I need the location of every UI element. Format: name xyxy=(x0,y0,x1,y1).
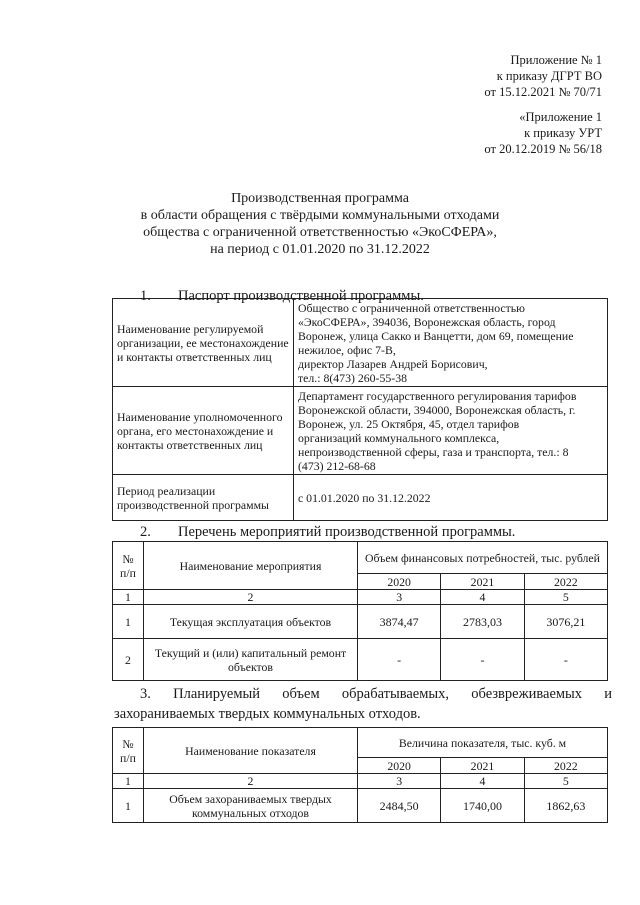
title-line-4: на период с 01.01.2020 по 31.12.2022 xyxy=(210,242,430,257)
section-3-word: обезвреживаемых xyxy=(471,686,583,702)
value-line: директор Лазарев Андрей Борисович, xyxy=(298,356,488,371)
title-line-3: общества с ограниченной ответственностью «ЭкоСФЕРА», xyxy=(143,225,497,240)
passport-value xyxy=(294,299,608,387)
row-value-2020: 3874,47 xyxy=(358,605,441,639)
row-value-2021: 1740,00 xyxy=(441,789,524,823)
appendix-2-line-3: от 20.12.2019 № 56/18 xyxy=(484,142,602,156)
section-3-word: Планируемый xyxy=(173,686,261,702)
value-line: организаций коммунального комплекса, xyxy=(298,430,500,445)
table-header-row xyxy=(113,728,608,758)
appendix-1-line-2: к приказу ДГРТ ВО xyxy=(496,69,602,83)
section-3-heading-continued: захораниваемых твердых коммунальных отходов. xyxy=(114,706,421,722)
row-value-2022: 1862,63 xyxy=(524,789,607,823)
passport-row-authority xyxy=(113,387,608,475)
passport-value xyxy=(294,387,608,475)
column-header-year: 2022 xyxy=(524,758,607,774)
column-header-year: 2021 xyxy=(441,574,524,590)
value-line: (473) 212-68-68 xyxy=(298,458,376,473)
section-3-word: и xyxy=(604,686,613,702)
passport-label: Период реализации производственной программы xyxy=(113,475,294,521)
table-row xyxy=(113,639,608,681)
row-value-2020: 2484,50 xyxy=(358,789,441,823)
passport-value xyxy=(294,475,608,521)
passport-label: Наименование уполномоченного органа, его местонахождение и контакты ответственных лиц xyxy=(113,387,294,475)
document-title xyxy=(0,190,640,258)
section-2-title: Перечень мероприятий производственной программы. xyxy=(178,524,516,540)
section-3-number: 3. xyxy=(140,686,151,702)
row-value-2020: - xyxy=(358,639,441,681)
row-value-2021: 2783,03 xyxy=(441,605,524,639)
passport-label: Наименование регулируемой организации, ее местонахождение и контакты ответственных лиц xyxy=(113,299,294,387)
value-line: Воронежской области, 394000, Воронежская область, г. xyxy=(298,402,576,417)
row-name: Текущая эксплуатация объектов xyxy=(144,605,358,639)
section-3-heading xyxy=(140,686,612,703)
column-header-num: № п/п xyxy=(113,728,144,774)
table-row xyxy=(113,789,608,823)
row-value-2022: 3076,21 xyxy=(524,605,607,639)
passport-row-organization xyxy=(113,299,608,387)
passport-table xyxy=(112,298,608,521)
passport-row-period xyxy=(113,475,608,521)
index-cell: 1 xyxy=(113,590,144,605)
appendix-1-line-1: Приложение № 1 xyxy=(510,53,602,67)
indicators-table xyxy=(112,727,608,823)
index-cell: 3 xyxy=(358,774,441,789)
column-header-group: Величина показателя, тыс. куб. м xyxy=(358,728,608,758)
row-name: Объем захораниваемых твердых коммунальных отходов xyxy=(144,789,358,823)
title-line-1: Производственная программа xyxy=(231,191,409,206)
table-index-row xyxy=(113,590,608,605)
value-line: нежилое, офис 7-В, xyxy=(298,342,396,357)
activities-table xyxy=(112,541,608,681)
index-cell: 1 xyxy=(113,774,144,789)
row-number: 1 xyxy=(113,789,144,823)
column-header-name: Наименование мероприятия xyxy=(144,542,358,590)
appendix-1-line-3: от 15.12.2021 № 70/71 xyxy=(484,85,602,99)
value-line: «ЭкоСФЕРА», 394036, Воронежская область, город xyxy=(298,314,556,329)
table-header-row xyxy=(113,542,608,574)
column-header-name: Наименование показателя xyxy=(144,728,358,774)
appendix-header-2 xyxy=(484,109,602,157)
row-name: Текущий и (или) капитальный ремонт объектов xyxy=(144,639,358,681)
appendix-2-line-1: «Приложение 1 xyxy=(519,110,602,124)
appendix-2-line-2: к приказу УРТ xyxy=(524,126,602,140)
section-2-number: 2. xyxy=(140,524,151,540)
index-cell: 4 xyxy=(441,590,524,605)
table-row xyxy=(113,605,608,639)
index-cell: 5 xyxy=(524,590,607,605)
value-line: Воронеж, улица Сакко и Ванцетти, дом 69, помещение xyxy=(298,328,574,343)
column-header-year: 2020 xyxy=(358,574,441,590)
section-1-number: 1. xyxy=(140,288,151,304)
value-line: Воронеж, ул. 25 Октября, 45, отдел тарифов xyxy=(298,416,520,431)
value-line: с 01.01.2020 по 31.12.2022 xyxy=(298,490,431,505)
value-line: Общество с ограниченной ответственностью xyxy=(298,300,525,315)
column-header-year: 2021 xyxy=(441,758,524,774)
index-cell: 2 xyxy=(144,590,358,605)
value-line: Департамент государственного регулирования тарифов xyxy=(298,388,577,403)
column-header-year: 2022 xyxy=(524,574,607,590)
index-cell: 2 xyxy=(144,774,358,789)
column-header-group: Объем финансовых потребностей, тыс. рублей xyxy=(358,542,608,574)
index-cell: 4 xyxy=(441,774,524,789)
column-header-year: 2020 xyxy=(358,758,441,774)
index-cell: 5 xyxy=(524,774,607,789)
index-cell: 3 xyxy=(358,590,441,605)
row-value-2021: - xyxy=(441,639,524,681)
appendix-header-1 xyxy=(484,52,602,100)
section-3-word: объем xyxy=(282,686,320,702)
table-index-row xyxy=(113,774,608,789)
title-line-2: в области обращения с твёрдыми коммунальными отходами xyxy=(140,208,500,223)
row-number: 2 xyxy=(113,639,144,681)
section-2-heading xyxy=(140,524,515,541)
row-value-2022: - xyxy=(524,639,607,681)
section-1-title: Паспорт производственной программы. xyxy=(178,288,424,304)
value-line: непроизводственной сферы, газа и транспорта, тел.: 8 xyxy=(298,444,569,459)
row-number: 1 xyxy=(113,605,144,639)
column-header-num: № п/п xyxy=(113,542,144,590)
value-line: тел.: 8(473) 260-55-38 xyxy=(298,370,408,385)
section-3-word: обрабатываемых, xyxy=(341,686,450,702)
